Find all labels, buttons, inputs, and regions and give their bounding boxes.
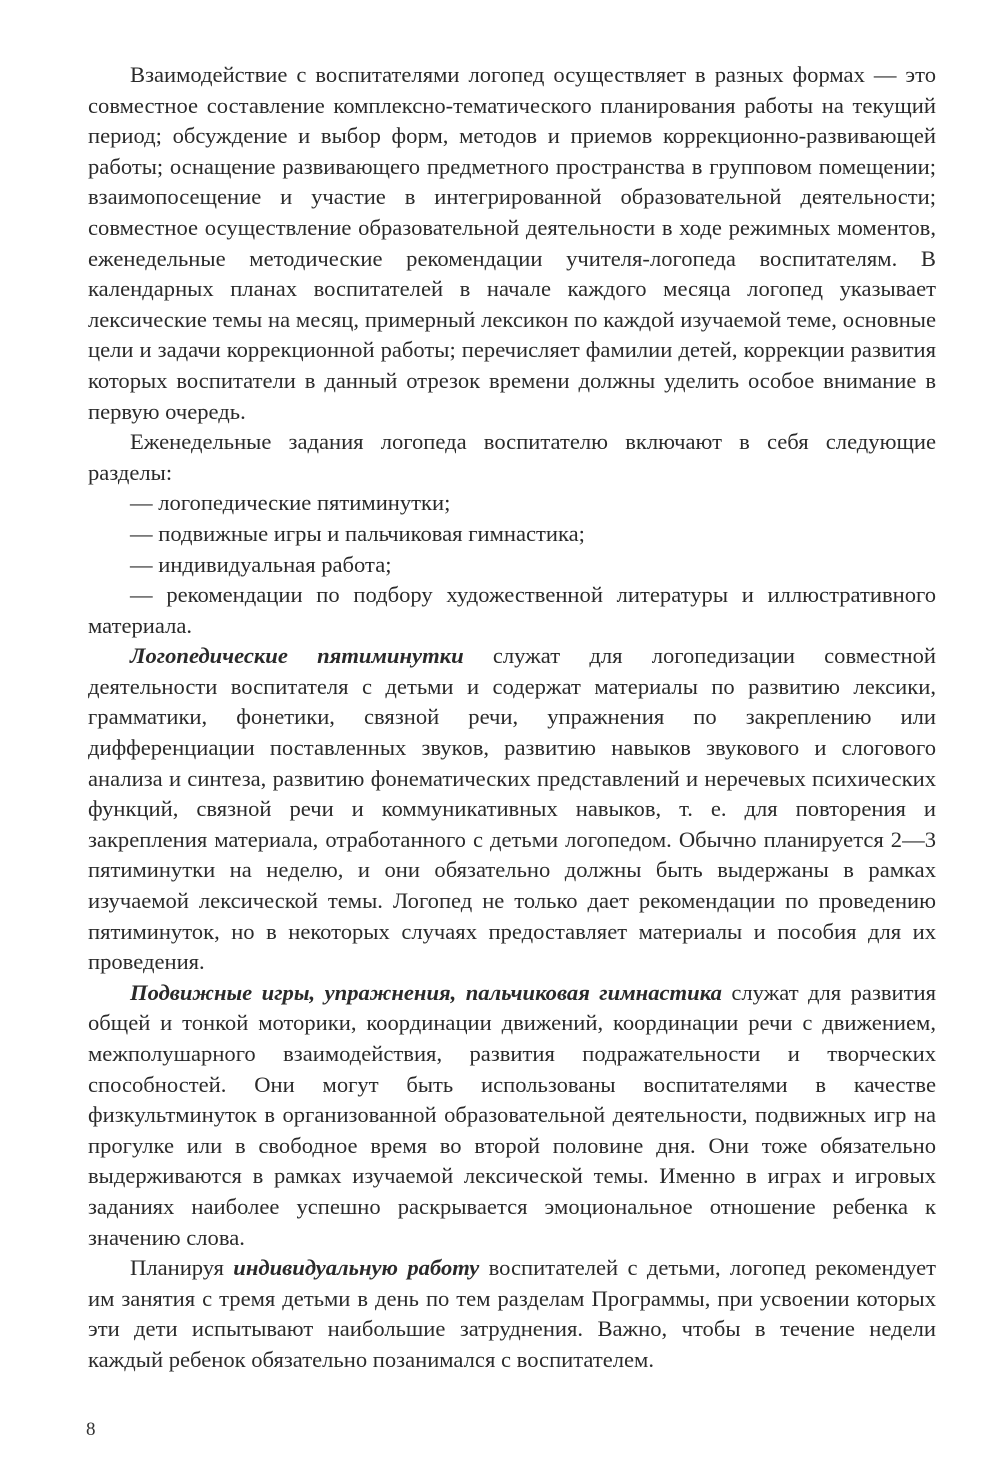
list-item: — подвижные игры и пальчиковая гимнастика;: [130, 520, 585, 546]
term-speech-five-minutes: Логопедические пятиминутки: [130, 643, 464, 669]
paragraph-speech-five-minutes: [88, 641, 936, 978]
paragraph-weekly-tasks-intro: Еженедельные задания логопеда воспитателю включают в себя следующие разделы:: [88, 429, 936, 485]
paragraph-outdoor-games: [88, 978, 936, 1253]
list-item: — индивидуальная работа;: [130, 551, 392, 577]
term-individual-work: индивидуальную работу: [233, 1255, 480, 1281]
weekly-tasks-list: [88, 488, 936, 641]
paragraph-text: воспитателей с детьми, логопед рекомендует им занятия с тремя детьми в день по тем разделам Программы, при усвоении которых эти дети испытывают наибольшие затруднения. Важно, чтобы в течение недели каждый ребенок обязательно позанимался с воспитателем.: [88, 1255, 937, 1372]
term-outdoor-games: Подвижные игры, упражнения, пальчиковая гимнастика: [130, 979, 722, 1005]
paragraph-text: служат для развития общей и тонкой моторики, координации движений, координации речи с движением, межполушарного взаимодействия, развития подражательности и творческих способностей. Они могут быть использованы воспитателями в качестве физкультминуток в организованной образовательной деятельности, подвижных игр на прогулке или в свободное время во второй половине дня. Они тоже обязательно выдерживаются в рамках изучаемой лексической темы. Именно в играх и игровых заданиях наиболее успешно раскрывается эмоциональное отношение ребенка к значению слова.: [88, 979, 936, 1250]
list-item: — рекомендации по подбору художественной литературы и иллюстративного материала.: [88, 582, 936, 638]
paragraph-interaction-forms: Взаимодействие с воспитателями логопед осуществляет в разных формах — это совместное составление комплексно-тематического планирования работы на текущий период; обсуждение и выбор форм, методов и приемов коррекционно-развивающей работы; оснащение развивающего предметного пространства в групповом помещении; взаимопосещение и участие в интегрированной образовательной деятельности; совместное осуществление образовательной деятельности в ходе режимных моментов, еженедельные методические рекомендации учителя-логопеда воспитателям. В календарных планах воспитателей в начале каждого месяца логопед указывает лексические темы на месяц, примерный лексикон по каждой изучаемой теме, основные цели и задачи коррекционной работы; перечисляет фамилии детей, коррекции развития которых воспитатели в данный отрезок времени должны уделить особое внимание в первую очередь.: [88, 62, 936, 424]
list-item: — логопедические пятиминутки;: [130, 490, 451, 516]
paragraph-text-lead: Планируя: [130, 1255, 234, 1281]
paragraph-individual-work: [88, 1253, 936, 1375]
paragraph-text: служат для логопедизации совместной деятельности воспитателя с детьми и содержат материалы по развитию лексики, грамматики, фонетики, связной речи, упражнения по закреплению или дифференциации поставленных звуков, развитию навыков звукового и слогового анализа и синтеза, развитию фонематических представлений и неречевых психических функций, связной речи и коммуникативных навыков, т. е. для повторения и закрепления материала, отработанного с детьми логопедом. Обычно планируется 2—3 пятиминутки на неделю, и они обязательно должны быть выдержаны в рамках изучаемой лексической темы. Логопед не только дает рекомендации по проведению пятиминуток, но в некоторых случаях предоставляет материалы и пособия для их проведения.: [88, 643, 936, 975]
page-body: [88, 60, 936, 1376]
page-number: 8: [86, 1419, 96, 1440]
